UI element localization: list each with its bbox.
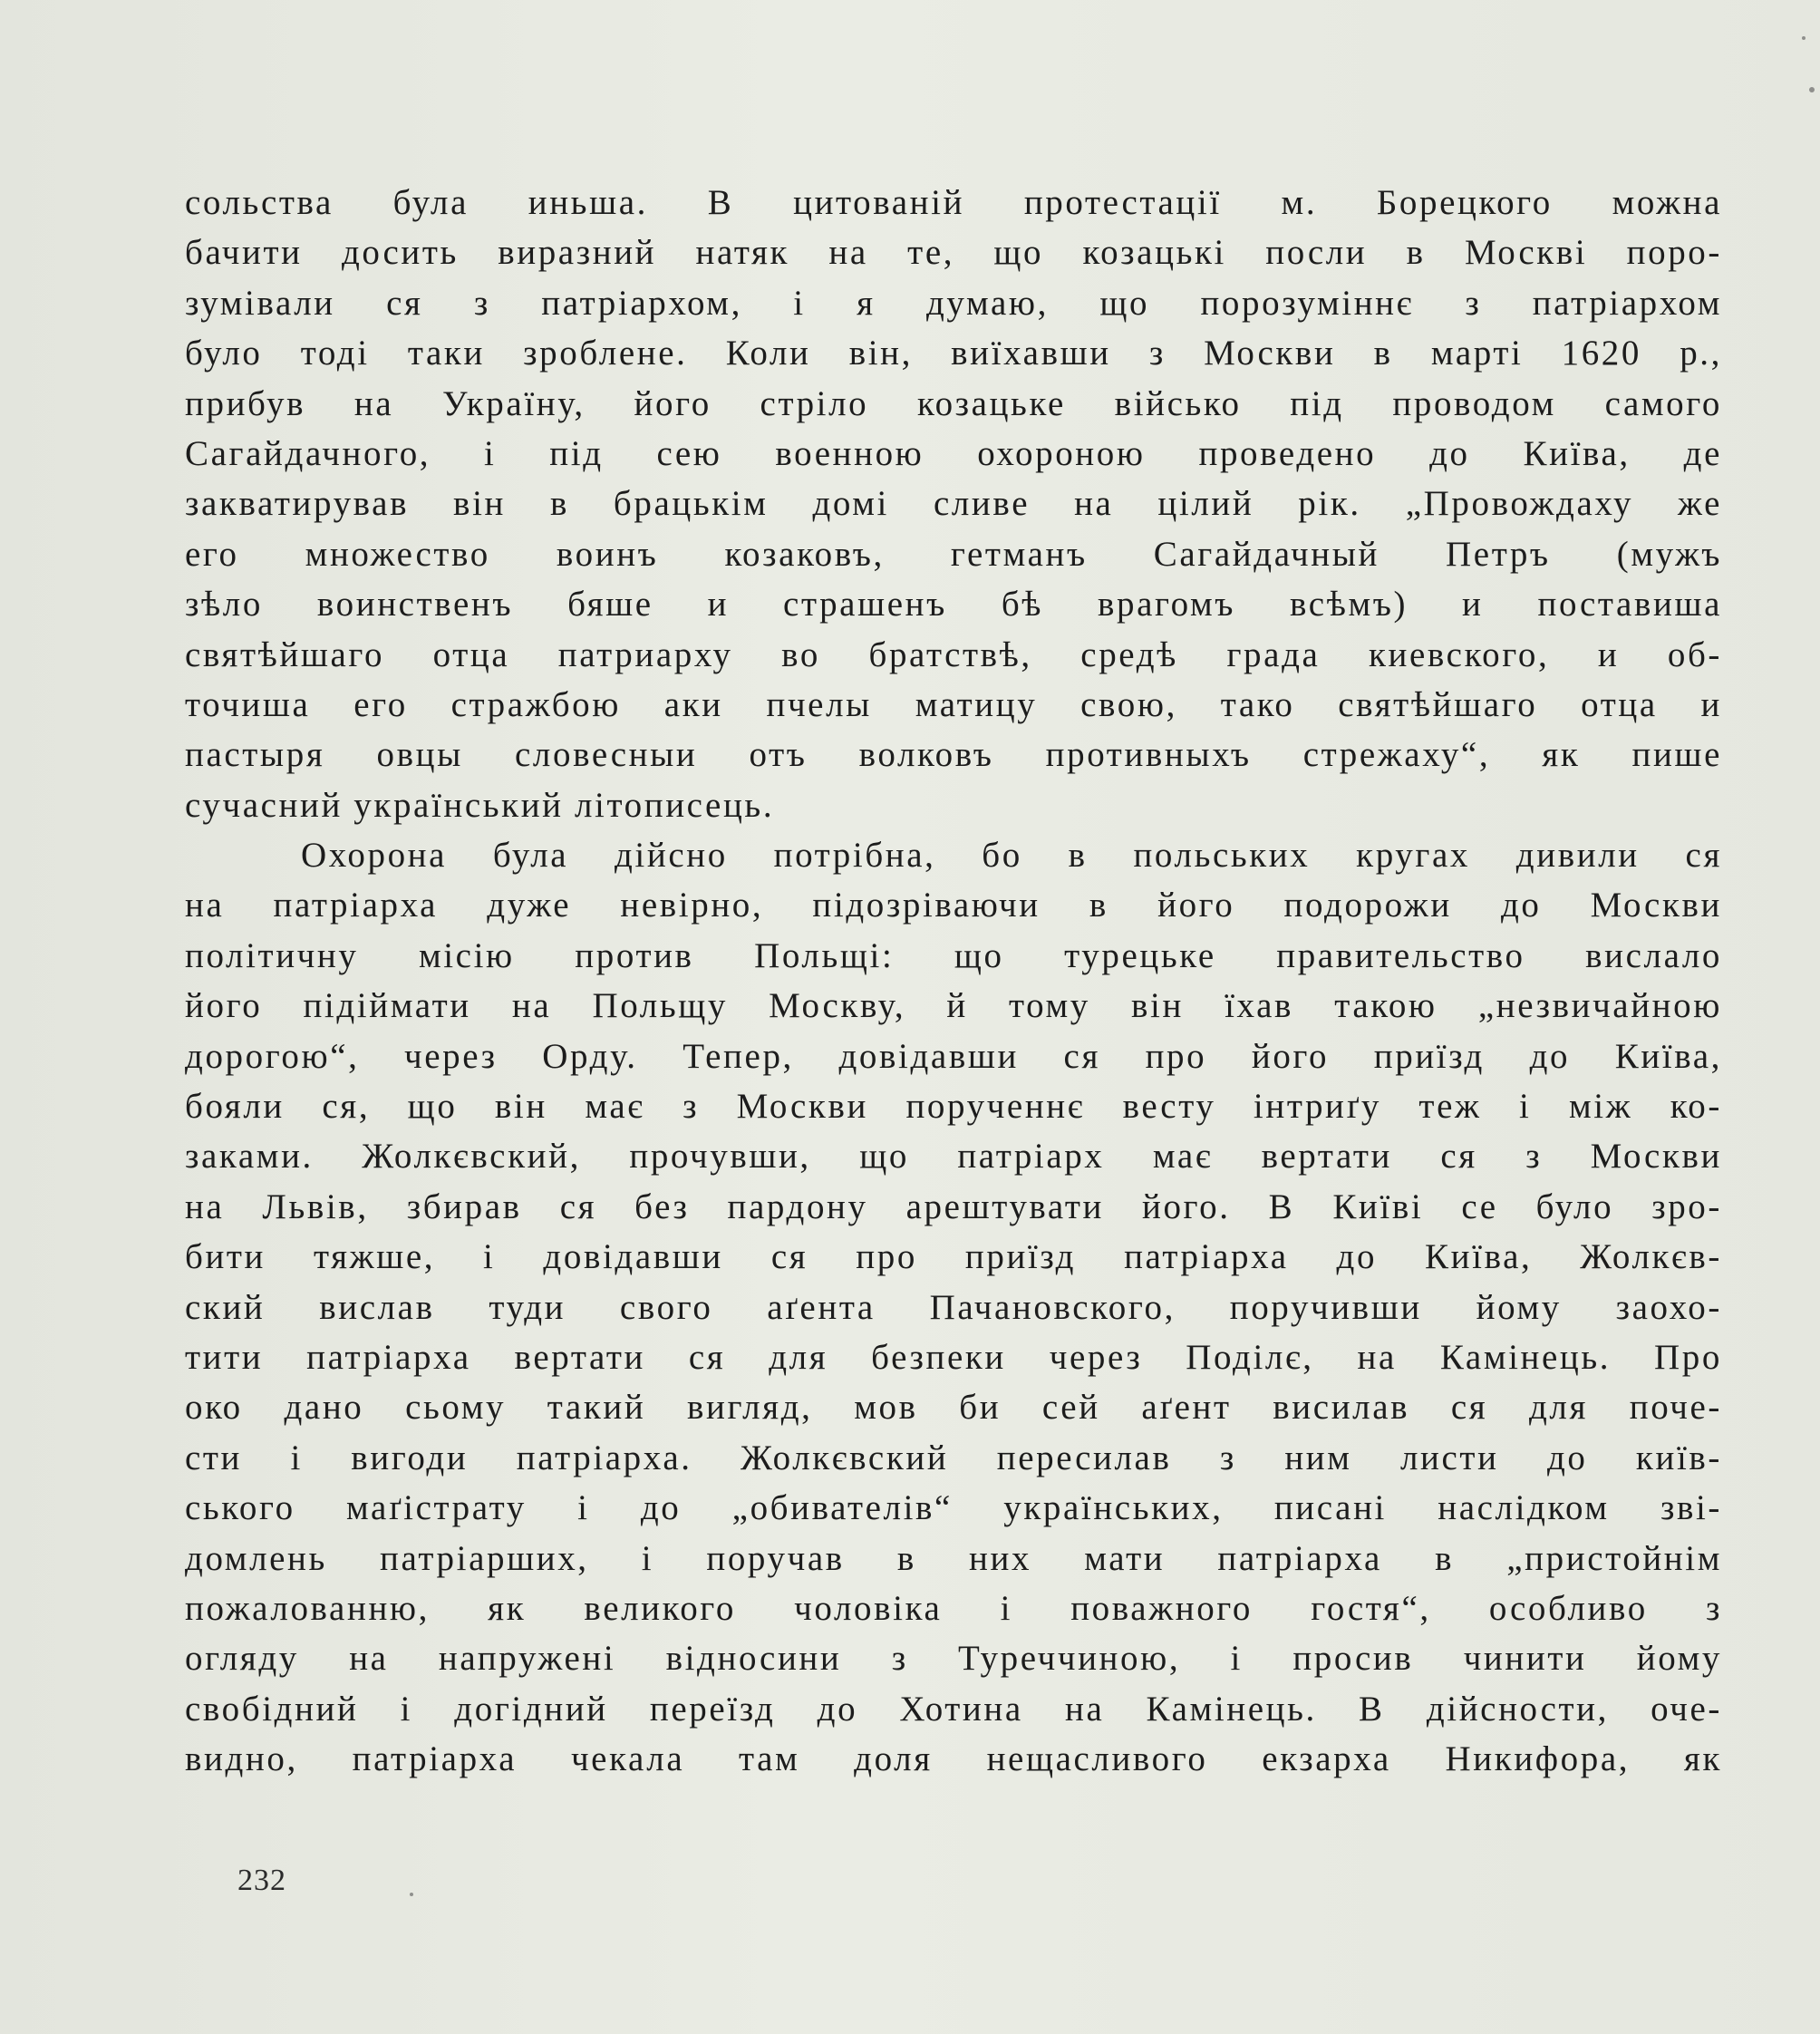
text-line: на патріарха дуже невірно, підозріваючи в його подорожи до Москви [185,886,1722,925]
text-line: тити патріарха вертати ся для безпеки через Поділє, на Камінець. Про [185,1337,1722,1377]
speck [410,1893,413,1896]
text-line: видно, патріарха чекала там доля нещасливого екзарха Никифора, як [185,1739,1722,1779]
text-line: політичну місію против Польщі: що турецьке правительство вислало [185,935,1722,975]
body-text [185,178,1722,1785]
text-line: его множество воинъ козаковъ, гетманъ Сагайдачный Петръ (мужъ [185,534,1722,574]
text-line: його підіймати на Польщу Москву, й тому він їхав такою „незвичайною [185,986,1722,1026]
page-number: 232 [237,1864,286,1897]
text-line: бити тяжше, і довідавши ся про приїзд патріарха до Київа, Жолкєв- [185,1237,1722,1277]
text-line: свобідний і догідний переїзд до Хотина на Камінець. В дійсности, оче- [185,1689,1722,1729]
text-line: заками. Жолкєвский, прочувши, що патріарх має вертати ся з Москви [185,1137,1722,1177]
text-line: зумівали ся з патріархом, і я думаю, що порозуміннє з патріархом [185,283,1722,323]
text-line: було тоді таки зроблене. Коли він, виїхавши з Москви в марті 1620 р., [185,334,1722,373]
text-line: домлень патріарших, і поручав в них мати патріарха в „пристойнім [185,1538,1722,1578]
text-line: Сагайдачного, і під сею военною охороною проведено до Київа, де [185,433,1722,473]
text-line: ский вислав туди свого аґента Пачановского, поручивши йому заохо- [185,1287,1722,1327]
text-line: сучасний український літописець. [185,785,775,825]
text-line: на Львів, збирав ся без пардону арештувати його. В Київі се було зро- [185,1186,1722,1226]
text-line: ського маґістрату і до „обивателів“ українських, писані наслідком зві- [185,1488,1722,1528]
text-line: сольства була иньша. В цитованій протестації м. Борецкого можна [185,183,1722,222]
text-line: око дано сьому такий вигляд, мов би сей аґент висилав ся для поче- [185,1388,1722,1428]
speck [1802,36,1805,40]
text-line: зѣло воинственъ бяше и страшенъ бѣ врагомъ всѣмъ) и поставиша [185,585,1722,625]
text-line: пастыря овцы словесныи отъ волковъ противныхъ стрежаху“, як пише [185,735,1722,775]
text-line: точиша его стражбою аки пчелы матицу свою, тако святѣйшаго отца и [185,684,1722,724]
text-line: закватирував він в брацькім домі сливе на цілий рік. „Провождаху же [185,484,1722,524]
text-line-paragraph-start: Охорона була дійсно потрібна, бо в польських кругах дивили ся [301,836,1722,876]
text-line: прибув на Україну, його стріло козацьке військо під проводом самого [185,383,1722,423]
text-line: бачити досить виразний натяк на те, що козацькі посли в Москві поро- [185,233,1722,273]
text-line: бояли ся, що він має з Москви порученнє весту інтриґу теж і між ко- [185,1087,1722,1127]
text-line: огляду на напружені відносини з Туреччиною, і просив чинити йому [185,1639,1722,1679]
text-line: сти і вигоди патріарха. Жолкєвский пересилав з ним листи до київ- [185,1438,1722,1477]
speck [1809,87,1815,92]
text-line: пожалованню, як великого чоловіка і поважного гостя“, особливо з [185,1588,1722,1628]
text-line: святѣйшаго отца патриарху во братствѣ, средѣ града киевского, и об- [185,634,1722,674]
text-line: дорогою“, через Орду. Тепер, довідавши ся про його приїзд до Київа, [185,1036,1722,1076]
